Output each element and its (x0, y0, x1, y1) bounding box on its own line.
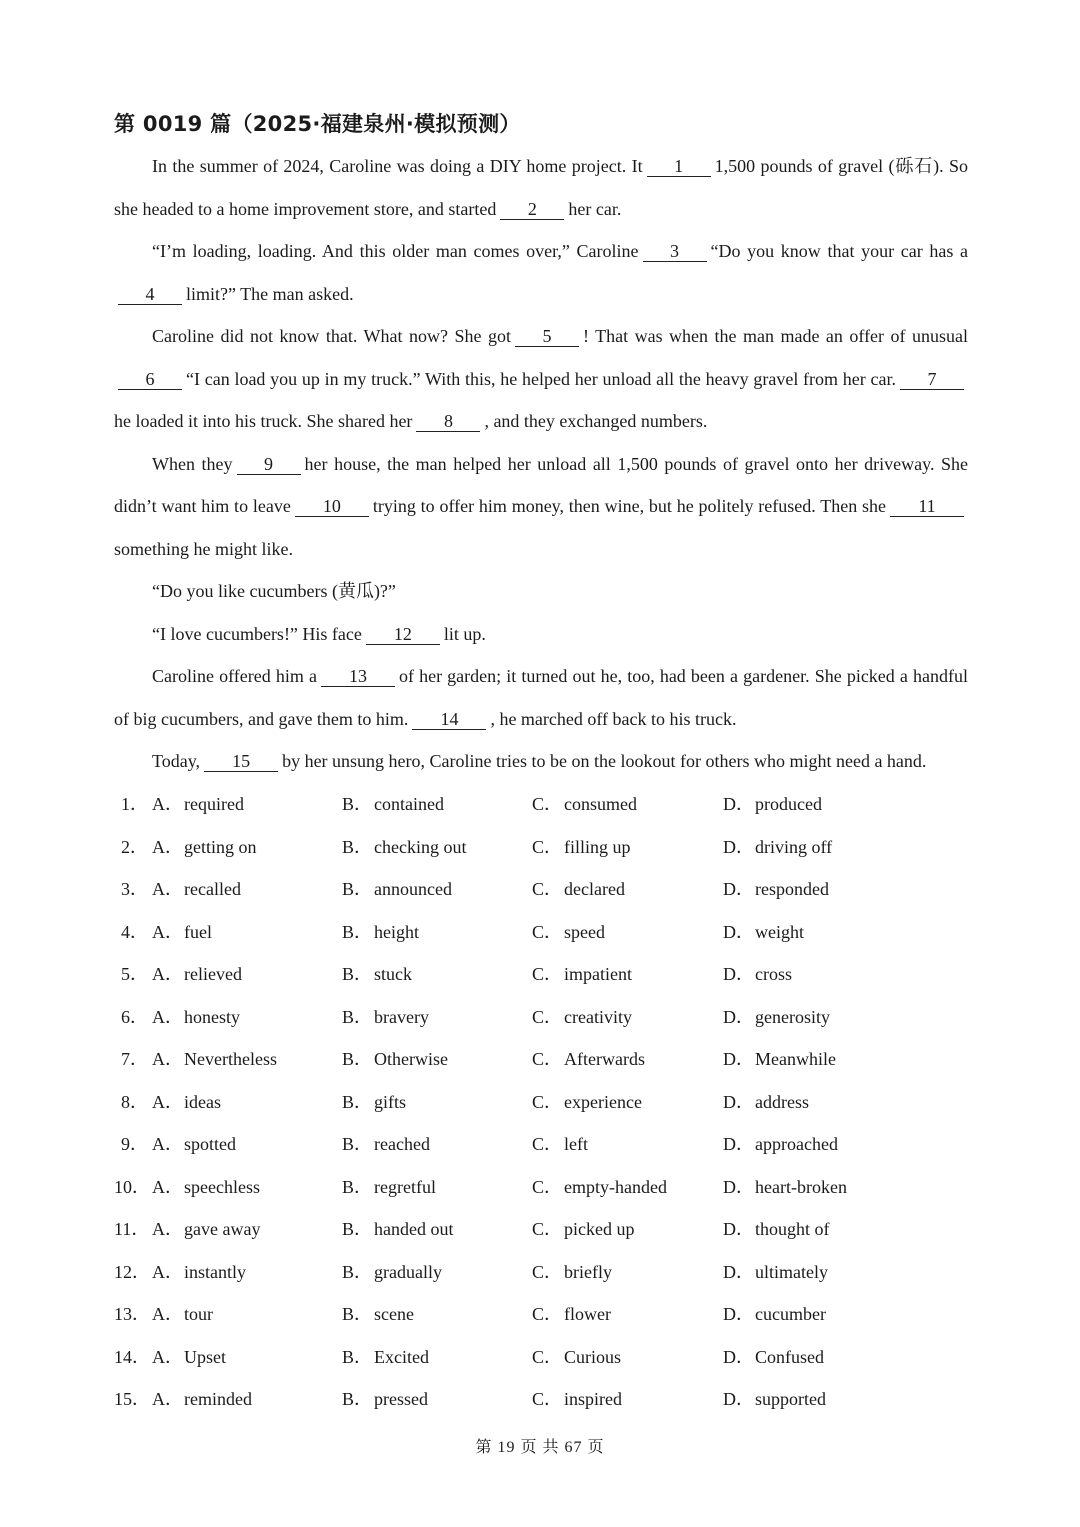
option-text: contained (374, 794, 444, 814)
question-row (114, 783, 974, 826)
option-c (532, 868, 625, 911)
option-letter: C． (532, 1346, 563, 1367)
passage-text: limit?” The man asked. (186, 283, 354, 304)
option-text: checking out (374, 836, 467, 857)
option-a (152, 911, 212, 954)
option-a (152, 1378, 252, 1421)
option-letter: A． (152, 1049, 183, 1069)
question-row (114, 1336, 974, 1379)
option-c (532, 1336, 621, 1379)
option-letter: C． (532, 1176, 563, 1197)
option-text: experience (564, 1091, 642, 1112)
option-letter: D． (723, 1091, 754, 1112)
option-c (532, 911, 605, 954)
option-letter: A． (152, 836, 183, 857)
question-row (114, 911, 974, 954)
option-letter: C． (532, 879, 563, 899)
blank-2: 2 (500, 199, 564, 220)
option-d (723, 1081, 809, 1124)
question-number: 15． (114, 1389, 150, 1409)
passage-text: by her unsung hero, Caroline tries to be on the lookout for others who might need a hand. (282, 751, 927, 771)
option-text: Confused (755, 1346, 824, 1367)
option-letter: D． (723, 794, 754, 814)
option-letter: D． (723, 1219, 754, 1239)
passage-text: “I’m loading, loading. And this older man comes over,” Caroline (152, 241, 639, 261)
option-text: fuel (184, 921, 212, 942)
blank-4: 4 (118, 284, 182, 305)
option-text: empty-handed (564, 1176, 667, 1197)
option-a (152, 996, 240, 1039)
option-a (152, 868, 241, 911)
option-letter: D． (723, 1006, 754, 1027)
option-letter: C． (532, 1006, 563, 1027)
option-letter: B． (342, 1346, 373, 1367)
page-title: 第 0019 篇（2025·福建泉州·模拟预测） (114, 112, 521, 136)
question-number: 11． (114, 1219, 150, 1239)
passage-text: Today, (152, 751, 201, 771)
option-text: Meanwhile (755, 1049, 836, 1069)
option-c (532, 1038, 645, 1081)
question-number: 10． (114, 1176, 150, 1197)
option-letter: A． (152, 1219, 183, 1239)
option-c (532, 1208, 634, 1251)
option-d (723, 1166, 847, 1209)
option-letter: D． (723, 964, 754, 984)
question-number: 5． (121, 964, 148, 984)
option-letter: B． (342, 921, 373, 942)
option-text: getting on (184, 836, 257, 857)
question-row (114, 996, 974, 1039)
blank-13: 13 (321, 666, 395, 687)
option-letter: A． (152, 964, 183, 984)
option-text: handed out (374, 1219, 454, 1239)
option-d (723, 1038, 836, 1081)
option-text: Excited (374, 1346, 429, 1367)
option-a (152, 953, 242, 996)
option-text: thought of (755, 1219, 830, 1239)
option-c (532, 826, 631, 869)
blank-8: 8 (416, 411, 480, 432)
question-number: 7． (121, 1049, 148, 1069)
option-b (342, 996, 429, 1039)
option-a (152, 1081, 221, 1124)
option-text: left (564, 1134, 588, 1154)
option-text: impatient (564, 964, 632, 984)
option-text: reached (374, 1134, 430, 1154)
option-text: responded (755, 879, 829, 899)
option-text: briefly (564, 1261, 612, 1282)
question-number: 1． (121, 794, 148, 814)
option-text: driving off (755, 836, 833, 857)
passage-text: When they (152, 453, 233, 474)
option-text: ideas (184, 1091, 221, 1112)
option-letter: B． (342, 1304, 373, 1324)
question-row (114, 1038, 974, 1081)
paragraph-6 (114, 613, 968, 656)
option-text: declared (564, 879, 625, 899)
option-letter: A． (152, 1134, 183, 1154)
option-d (723, 911, 804, 954)
passage-text: “I can load you up in my truck.” With this, he helped her unload all the heavy gravel from her car. (186, 368, 896, 389)
option-text: Nevertheless (184, 1049, 277, 1069)
option-text: cross (755, 964, 792, 984)
option-letter: A． (152, 1389, 183, 1409)
option-letter: C． (532, 1304, 563, 1324)
option-letter: B． (342, 964, 373, 984)
paragraph-8 (114, 740, 968, 783)
blank-5: 5 (515, 326, 579, 347)
option-letter: B． (342, 1049, 373, 1069)
question-row (114, 1081, 974, 1124)
option-d (723, 1123, 838, 1166)
option-text: speed (564, 921, 605, 942)
option-letter: B． (342, 1389, 373, 1409)
paragraph-7 (114, 655, 968, 740)
option-letter: A． (152, 1006, 183, 1027)
passage-text: , he marched off back to his truck. (490, 708, 737, 729)
question-row (114, 826, 974, 869)
option-letter: B． (342, 1176, 373, 1197)
option-a (152, 1336, 226, 1379)
passage-text: something he might like. (114, 538, 293, 559)
option-letter: B． (342, 1006, 373, 1027)
option-b (342, 1378, 428, 1421)
option-letter: C． (532, 1134, 563, 1154)
option-b (342, 1336, 429, 1379)
option-text: gave away (184, 1219, 261, 1239)
option-text: pressed (374, 1389, 428, 1409)
option-text: Upset (184, 1346, 226, 1367)
question-number: 13． (114, 1304, 150, 1324)
paragraph-3 (114, 315, 968, 443)
passage-text: ! That was when the man made an offer of unusual (582, 326, 968, 346)
option-letter: D． (723, 1261, 754, 1282)
option-text: reminded (184, 1389, 252, 1409)
option-b (342, 911, 419, 954)
option-c (532, 1293, 611, 1336)
option-a (152, 1208, 260, 1251)
option-c (532, 1378, 622, 1421)
option-letter: A． (152, 1261, 183, 1282)
option-d (723, 868, 829, 911)
option-letter: D． (723, 921, 754, 942)
blank-6: 6 (118, 369, 182, 390)
option-letter: D． (723, 1346, 754, 1367)
blank-14: 14 (412, 709, 486, 730)
question-number: 12． (114, 1261, 150, 1282)
blank-1: 1 (647, 156, 711, 177)
passage-text: trying to offer him money, then wine, but he politely refused. Then she (372, 496, 886, 516)
passage-text: he loaded it into his truck. She shared her (114, 411, 413, 431)
option-d (723, 783, 822, 826)
option-text: tour (184, 1304, 213, 1324)
passage-text: Caroline offered him a (152, 666, 317, 686)
option-text: gradually (374, 1261, 442, 1282)
option-text: announced (374, 879, 452, 899)
option-b (342, 953, 412, 996)
question-row (114, 1251, 974, 1294)
option-text: speechless (184, 1176, 260, 1197)
option-text: address (755, 1091, 809, 1112)
option-c (532, 996, 632, 1039)
passage-text: her house, the man helped her unload all 1,500 pounds of gravel onto her driveway. She didn’t want him to leave (114, 453, 968, 516)
option-text: height (374, 921, 419, 942)
option-a (152, 1123, 236, 1166)
option-letter: B． (342, 1261, 373, 1282)
option-d (723, 1378, 826, 1421)
option-letter: D． (723, 1049, 754, 1069)
option-b (342, 1038, 448, 1081)
option-letter: C． (532, 1091, 563, 1112)
option-text: bravery (374, 1006, 429, 1027)
option-letter: B． (342, 879, 373, 899)
option-c (532, 1166, 667, 1209)
question-number: 9． (121, 1134, 148, 1154)
option-d (723, 1293, 826, 1336)
option-c (532, 1081, 642, 1124)
option-text: supported (755, 1389, 826, 1409)
blank-15: 15 (204, 751, 278, 772)
option-text: spotted (184, 1134, 236, 1154)
option-b (342, 1166, 436, 1209)
blank-7: 7 (900, 369, 964, 390)
question-row (114, 868, 974, 911)
option-letter: B． (342, 1091, 373, 1112)
option-letter: D． (723, 836, 754, 857)
blank-10: 10 (295, 496, 369, 517)
option-letter: A． (152, 1176, 183, 1197)
passage-text: lit up. (443, 623, 486, 644)
option-a (152, 1166, 260, 1209)
blank-11: 11 (890, 496, 964, 517)
option-text: Otherwise (374, 1049, 448, 1069)
question-row (114, 1123, 974, 1166)
passage-text: “I love cucumbers!” His face (152, 623, 362, 644)
option-letter: C． (532, 1219, 563, 1239)
option-text: flower (564, 1304, 611, 1324)
option-text: stuck (374, 964, 412, 984)
question-row (114, 1166, 974, 1209)
option-text: ultimately (755, 1261, 828, 1282)
option-text: consumed (564, 794, 637, 814)
option-b (342, 1208, 453, 1251)
passage-text: , and they exchanged numbers. (484, 411, 708, 431)
option-letter: C． (532, 794, 563, 814)
option-b (342, 1251, 442, 1294)
option-letter: A． (152, 1346, 183, 1367)
option-c (532, 783, 637, 826)
option-letter: C． (532, 836, 563, 857)
option-letter: A． (152, 879, 183, 899)
option-letter: C． (532, 1389, 563, 1409)
option-a (152, 826, 257, 869)
question-number: 4． (121, 921, 148, 942)
option-c (532, 953, 632, 996)
blank-3: 3 (643, 241, 707, 262)
question-row (114, 1378, 974, 1421)
option-text: Curious (564, 1346, 622, 1367)
option-text: weight (755, 921, 804, 942)
paragraph-5: “Do you like cucumbers (黄瓜)?” (152, 581, 396, 601)
option-text: scene (374, 1304, 414, 1324)
option-b (342, 826, 466, 869)
option-d (723, 826, 832, 869)
option-letter: C． (532, 1261, 563, 1282)
option-d (723, 996, 830, 1039)
answer-options-list (114, 783, 974, 1421)
option-text: filling up (564, 836, 631, 857)
option-letter: B． (342, 794, 373, 814)
option-letter: C． (532, 1049, 563, 1069)
passage (114, 145, 968, 783)
question-number: 6． (121, 1006, 148, 1027)
option-letter: A． (152, 921, 183, 942)
option-c (532, 1123, 588, 1166)
question-row (114, 1293, 974, 1336)
option-b (342, 783, 444, 826)
question-number: 14． (114, 1346, 150, 1367)
option-d (723, 1251, 828, 1294)
option-letter: A． (152, 794, 183, 814)
option-d (723, 953, 792, 996)
passage-text: of her garden; it turned out he, too, had been a gardener. She picked a handful of big cucumbers, and gave them to him. (114, 666, 969, 729)
option-letter: D． (723, 1176, 754, 1197)
option-letter: D． (723, 1134, 754, 1154)
option-text: Afterwards (564, 1049, 645, 1069)
option-b (342, 1293, 414, 1336)
option-text: approached (755, 1134, 838, 1154)
paragraph-2 (114, 230, 968, 315)
question-number: 8． (121, 1091, 148, 1112)
option-text: instantly (184, 1261, 246, 1282)
option-text: recalled (184, 879, 241, 899)
option-c (532, 1251, 612, 1294)
option-d (723, 1208, 830, 1251)
question-row (114, 1208, 974, 1251)
option-a (152, 1293, 213, 1336)
option-text: honesty (184, 1006, 240, 1027)
option-text: generosity (755, 1006, 830, 1027)
paragraph-1 (114, 145, 968, 230)
option-text: regretful (374, 1176, 436, 1197)
option-letter: B． (342, 836, 373, 857)
option-b (342, 868, 452, 911)
passage-text: her car. (568, 198, 622, 219)
option-letter: C． (532, 964, 563, 984)
page-footer: 第 19 页 共 67 页 (475, 1439, 605, 1456)
question-number: 3． (121, 879, 148, 899)
option-letter: B． (342, 1219, 373, 1239)
paragraph-4 (114, 443, 968, 571)
blank-12: 12 (366, 624, 440, 645)
option-letter: B． (342, 1134, 373, 1154)
option-letter: C． (532, 921, 563, 942)
option-text: picked up (564, 1219, 635, 1239)
option-a (152, 1251, 246, 1294)
option-text: gifts (374, 1091, 407, 1112)
option-b (342, 1123, 430, 1166)
question-number: 2． (121, 836, 148, 857)
option-d (723, 1336, 824, 1379)
question-row (114, 953, 974, 996)
option-letter: A． (152, 1304, 183, 1324)
option-text: relieved (184, 964, 242, 984)
option-text: inspired (564, 1389, 622, 1409)
option-text: produced (755, 794, 822, 814)
option-letter: A． (152, 1091, 183, 1112)
passage-text: “Do you know that your car has a (710, 241, 968, 261)
option-text: required (184, 794, 244, 814)
option-text: cucumber (755, 1304, 826, 1324)
passage-text: Caroline did not know that. What now? She got (152, 326, 511, 346)
passage-text: 1,500 pounds of gravel (砾石). So she headed to a home improvement store, and started (114, 156, 968, 219)
option-b (342, 1081, 406, 1124)
option-text: heart-broken (755, 1176, 847, 1197)
blank-9: 9 (237, 454, 301, 475)
option-a (152, 1038, 277, 1081)
passage-text: In the summer of 2024, Caroline was doing a DIY home project. It (152, 156, 643, 176)
option-text: creativity (564, 1006, 632, 1027)
option-letter: D． (723, 879, 754, 899)
option-letter: D． (723, 1389, 754, 1409)
option-letter: D． (723, 1304, 754, 1324)
option-a (152, 783, 244, 826)
